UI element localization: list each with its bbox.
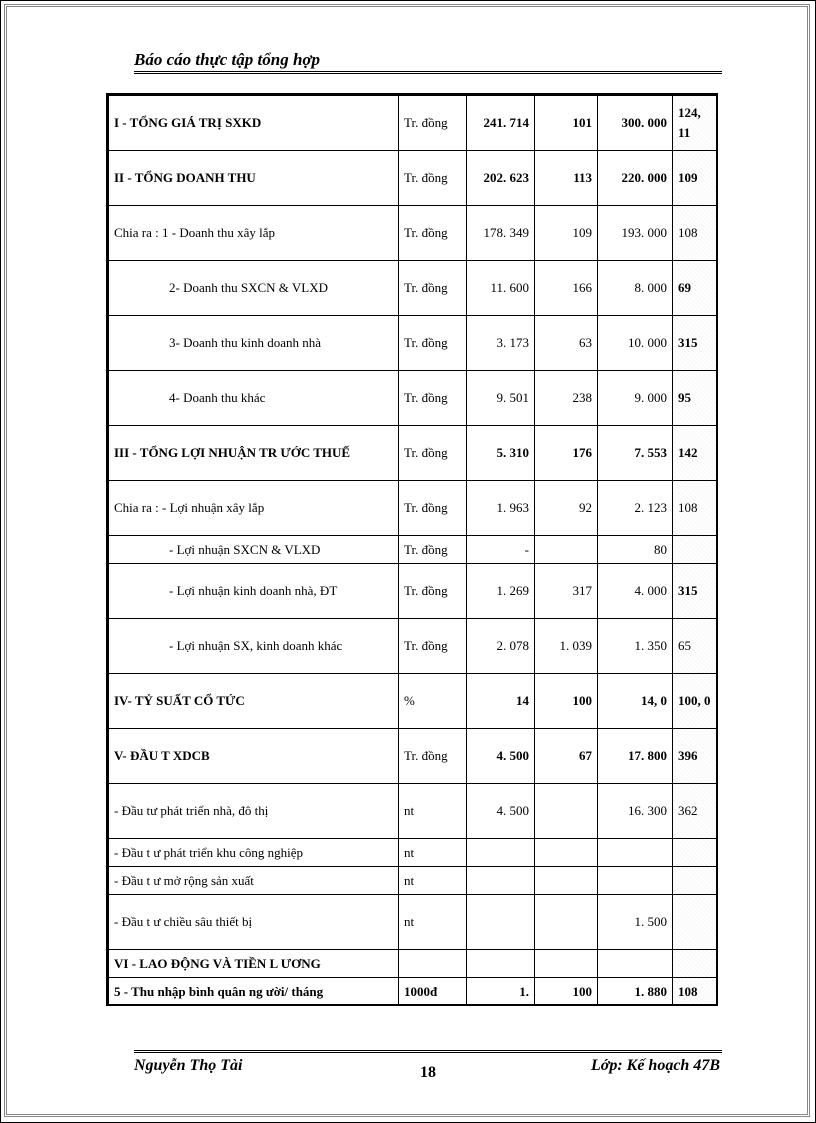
row-value-1: 11. 600 — [467, 261, 535, 316]
row-value-4 — [673, 895, 717, 950]
row-value-2 — [535, 536, 598, 564]
row-value-1: 3. 173 — [467, 316, 535, 371]
row-label: I - TỔNG GIÁ TRỊ SXKD — [109, 96, 399, 151]
row-value-4: 108 — [673, 978, 717, 1006]
row-value-4: 108 — [673, 481, 717, 536]
row-label: IV- TỶ SUẤT CỔ TỨC — [109, 674, 399, 729]
row-value-2: 176 — [535, 426, 598, 481]
row-value-4: 315 — [673, 316, 717, 371]
footer-author: Nguyễn Thọ Tài — [134, 1057, 243, 1074]
row-value-2 — [535, 895, 598, 950]
row-label: 5 - Thu nhập bình quân ng ười/ tháng — [109, 978, 399, 1006]
table-row — [109, 729, 717, 784]
row-value-3: 7. 553 — [598, 426, 673, 481]
row-value-4: 69 — [673, 261, 717, 316]
row-unit: Tr. đồng — [399, 96, 467, 151]
row-value-3 — [598, 839, 673, 867]
table-row — [109, 674, 717, 729]
row-value-2: 101 — [535, 96, 598, 151]
row-value-4: 362 — [673, 784, 717, 839]
table-row — [109, 950, 717, 978]
row-label: - Đầu t ư phát triển khu công nghiệp — [109, 839, 399, 867]
row-value-3: 9. 000 — [598, 371, 673, 426]
row-value-1 — [467, 839, 535, 867]
table-row — [109, 96, 717, 151]
row-value-3: 14, 0 — [598, 674, 673, 729]
row-value-1: 1. 269 — [467, 564, 535, 619]
row-value-2 — [535, 784, 598, 839]
row-label: - Đầu t ư chiều sâu thiết bị — [109, 895, 399, 950]
row-value-1 — [467, 895, 535, 950]
row-unit: Tr. đồng — [399, 371, 467, 426]
row-unit: Tr. đồng — [399, 261, 467, 316]
row-value-3 — [598, 950, 673, 978]
row-value-1: 202. 623 — [467, 151, 535, 206]
row-unit: nt — [399, 784, 467, 839]
row-value-2: 100 — [535, 978, 598, 1006]
row-value-4: 100, 0 — [673, 674, 717, 729]
row-label: 3- Doanh thu kinh doanh nhà — [109, 316, 399, 371]
row-value-3: 16. 300 — [598, 784, 673, 839]
row-value-4: 315 — [673, 564, 717, 619]
row-label: - Đầu tư phát triển nhà, đô thị — [109, 784, 399, 839]
row-value-1: 1. — [467, 978, 535, 1006]
table-row — [109, 151, 717, 206]
row-value-2: 92 — [535, 481, 598, 536]
table-row — [109, 564, 717, 619]
header-rule — [134, 71, 722, 74]
row-value-2: 166 — [535, 261, 598, 316]
row-label: II - TỔNG DOANH THU — [109, 151, 399, 206]
row-value-1: 241. 714 — [467, 96, 535, 151]
row-value-1: 178. 349 — [467, 206, 535, 261]
row-value-1: 14 — [467, 674, 535, 729]
row-value-2: 1. 039 — [535, 619, 598, 674]
row-label: III - TỔNG LỢI NHUẬN TR ƯỚC THUẾ — [109, 426, 399, 481]
row-value-4: 124, 11 — [673, 96, 717, 151]
row-value-1: 9. 501 — [467, 371, 535, 426]
row-label: 2- Doanh thu SXCN & VLXD — [109, 261, 399, 316]
table-row — [109, 839, 717, 867]
row-unit: Tr. đồng — [399, 206, 467, 261]
row-value-1: 5. 310 — [467, 426, 535, 481]
row-label: - Lợi nhuận SXCN & VLXD — [109, 536, 399, 564]
row-unit: Tr. đồng — [399, 151, 467, 206]
row-value-2: 113 — [535, 151, 598, 206]
row-unit: Tr. đồng — [399, 536, 467, 564]
row-unit: Tr. đồng — [399, 564, 467, 619]
row-value-3: 4. 000 — [598, 564, 673, 619]
row-value-4: 396 — [673, 729, 717, 784]
row-value-2 — [535, 950, 598, 978]
row-value-4: 95 — [673, 371, 717, 426]
row-value-4: 109 — [673, 151, 717, 206]
table-row — [109, 426, 717, 481]
footer-rule — [134, 1050, 722, 1053]
row-unit: Tr. đồng — [399, 426, 467, 481]
row-value-4 — [673, 950, 717, 978]
page-number: 18 — [420, 1064, 436, 1081]
table-row — [109, 536, 717, 564]
row-value-3: 17. 800 — [598, 729, 673, 784]
table-row — [109, 978, 717, 1006]
row-value-2 — [535, 867, 598, 895]
row-label: - Lợi nhuận SX, kinh doanh khác — [109, 619, 399, 674]
row-value-1: 1. 963 — [467, 481, 535, 536]
row-label: VI - LAO ĐỘNG VÀ TIỀN L ƯƠNG — [109, 950, 399, 978]
row-value-2: 238 — [535, 371, 598, 426]
footer-class: Lớp: Kế hoạch 47B — [590, 1057, 720, 1074]
row-value-3: 1. 350 — [598, 619, 673, 674]
row-value-3: 220. 000 — [598, 151, 673, 206]
row-unit: Tr. đồng — [399, 481, 467, 536]
row-unit: nt — [399, 839, 467, 867]
row-value-3: 1. 880 — [598, 978, 673, 1006]
row-value-1: 2. 078 — [467, 619, 535, 674]
row-value-4 — [673, 839, 717, 867]
report-table-body — [109, 96, 717, 1006]
row-unit: % — [399, 674, 467, 729]
row-value-3: 10. 000 — [598, 316, 673, 371]
row-value-2: 67 — [535, 729, 598, 784]
table-row — [109, 261, 717, 316]
row-value-2: 63 — [535, 316, 598, 371]
row-value-3 — [598, 867, 673, 895]
row-value-1 — [467, 867, 535, 895]
row-value-2: 100 — [535, 674, 598, 729]
row-value-3: 193. 000 — [598, 206, 673, 261]
row-value-4: 65 — [673, 619, 717, 674]
row-value-3: 8. 000 — [598, 261, 673, 316]
table-row — [109, 867, 717, 895]
table-row — [109, 371, 717, 426]
row-unit: Tr. đồng — [399, 316, 467, 371]
report-table — [108, 95, 717, 1006]
table-row — [109, 784, 717, 839]
table-row — [109, 619, 717, 674]
row-value-1: 4. 500 — [467, 729, 535, 784]
row-unit: nt — [399, 867, 467, 895]
row-label: Chia ra : - Lợi nhuận xây lắp — [109, 481, 399, 536]
row-value-4: 142 — [673, 426, 717, 481]
row-value-3: 2. 123 — [598, 481, 673, 536]
row-value-4 — [673, 536, 717, 564]
row-value-3: 300. 000 — [598, 96, 673, 151]
row-value-2 — [535, 839, 598, 867]
row-value-2: 109 — [535, 206, 598, 261]
row-unit — [399, 950, 467, 978]
table-row — [109, 206, 717, 261]
row-value-2: 317 — [535, 564, 598, 619]
row-value-1: - — [467, 536, 535, 564]
row-value-4: 108 — [673, 206, 717, 261]
row-label: - Lợi nhuận kinh doanh nhà, ĐT — [109, 564, 399, 619]
header-title: Báo cáo thực tập tổng hợp — [134, 50, 321, 69]
row-unit: nt — [399, 895, 467, 950]
row-value-4 — [673, 867, 717, 895]
row-unit: Tr. đồng — [399, 619, 467, 674]
row-value-1: 4. 500 — [467, 784, 535, 839]
table-row — [109, 481, 717, 536]
row-unit: Tr. đồng — [399, 729, 467, 784]
row-unit: 1000đ — [399, 978, 467, 1006]
row-value-1 — [467, 950, 535, 978]
row-label: Chia ra : 1 - Doanh thu xây lắp — [109, 206, 399, 261]
row-label: - Đầu t ư mở rộng sản xuất — [109, 867, 399, 895]
row-value-3: 80 — [598, 536, 673, 564]
table-row — [109, 316, 717, 371]
table-row — [109, 895, 717, 950]
row-label: V- ĐẦU T XDCB — [109, 729, 399, 784]
row-value-3: 1. 500 — [598, 895, 673, 950]
row-label: 4- Doanh thu khác — [109, 371, 399, 426]
